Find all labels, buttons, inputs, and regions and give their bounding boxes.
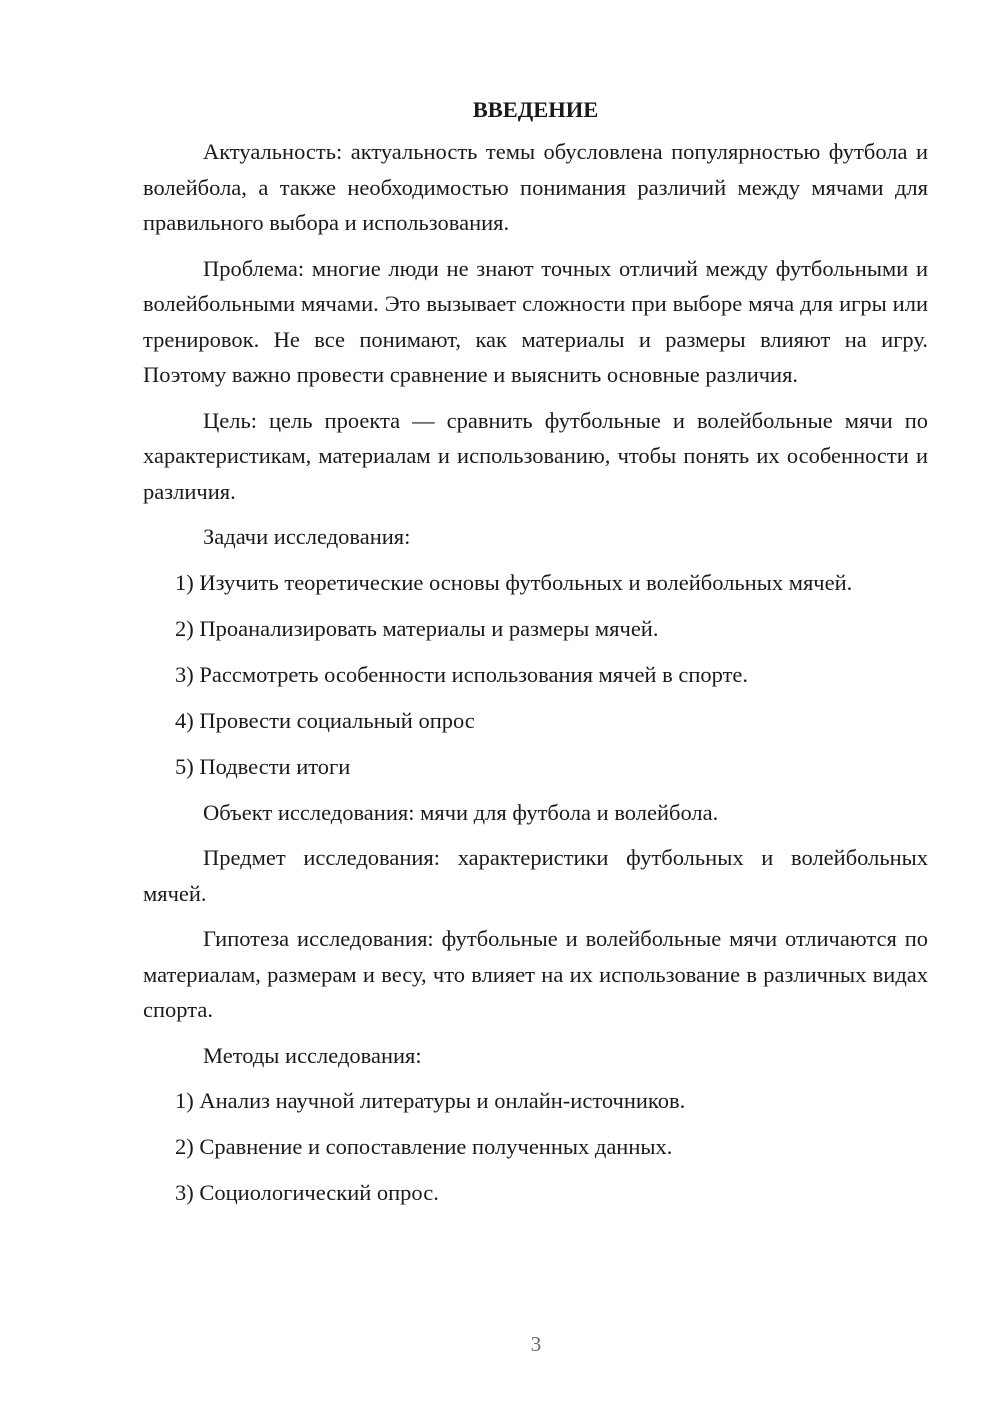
section-heading: ВВЕДЕНИЕ xyxy=(472,97,599,122)
problem-paragraph: Проблема: многие люди не знают точных отличий между футбольными и волейбольными мячами. Это вызывает сложности при выборе мяча для игры или тренировок. Не все понимают, как материалы и размеры влияют на игру. Поэтому важно провести сравнение и выяснить основные различия. xyxy=(143,255,928,387)
hypothesis-paragraph: Гипотеза исследования: футбольные и волейбольные мячи отличаются по материалам, размерам и весу, что влияет на их использование в различных видах спорта. xyxy=(143,926,928,1022)
task-item: 3) Рассмотреть особенности использования мячей в спорте. xyxy=(175,661,749,687)
object-paragraph: Объект исследования: мячи для футбола и волейбола. xyxy=(203,799,719,825)
subject-paragraph: Предмет исследования: характеристики футбольных и волейбольных мячей. xyxy=(143,845,928,906)
methods-title: Методы исследования: xyxy=(203,1042,422,1068)
task-item: 5) Подвести итоги xyxy=(175,753,351,779)
method-item: 3) Социологический опрос. xyxy=(175,1180,439,1205)
goal-paragraph: Цель: цель проекта — сравнить футбольные и волейбольные мячи по характеристикам, материалам и использованию, чтобы понять их особенности и различия. xyxy=(143,407,928,504)
tasks-title: Задачи исследования: xyxy=(203,524,411,549)
page-number: 3 xyxy=(530,1332,542,1356)
method-item: 1) Анализ научной литературы и онлайн-источников. xyxy=(175,1088,686,1113)
tasks-list xyxy=(143,565,928,785)
task-item: 2) Проанализировать материалы и размеры мячей. xyxy=(175,615,659,641)
methods-list xyxy=(143,1083,928,1211)
task-item: 4) Провести социальный опрос xyxy=(175,707,475,733)
task-item: 1) Изучить теоретические основы футбольных и волейбольных мячей. xyxy=(175,569,853,595)
page-content xyxy=(143,92,928,1221)
method-item: 2) Сравнение и сопоставление полученных данных. xyxy=(175,1134,673,1159)
relevance-paragraph: Актуальность: актуальность темы обусловлена популярностью футбола и волейбола, а также необходимостью понимания различий между мячами для правильного выбора и использования. xyxy=(143,139,928,235)
